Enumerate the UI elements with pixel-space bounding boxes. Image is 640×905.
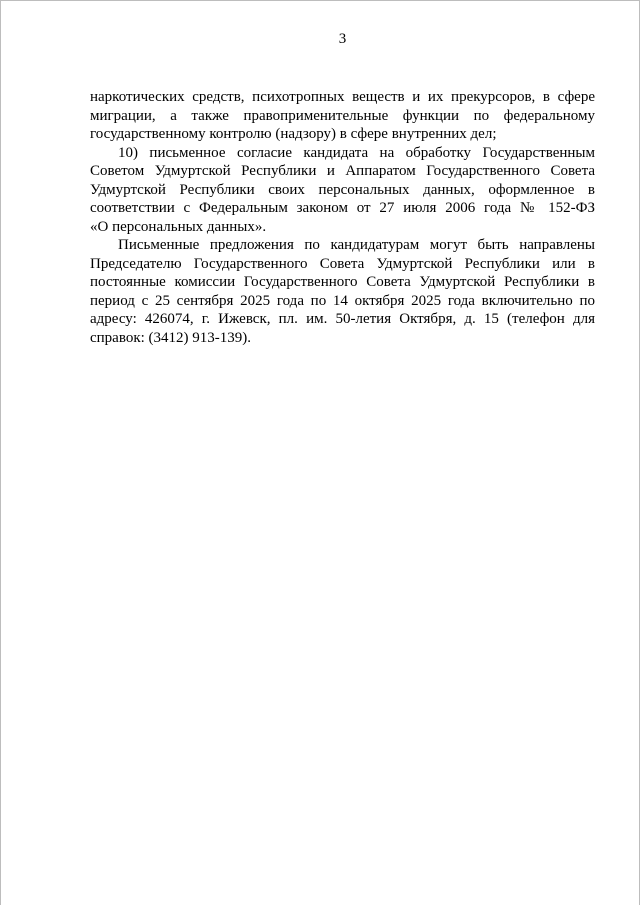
text-line: соответствии с Федеральным законом от 27 июля 2006 года № 152-ФЗ (90, 200, 595, 216)
text-line: адресу: 426074, г. Ижевск, пл. им. 50-летия Октября, д. 15 (телефон для (90, 311, 595, 327)
text-line: Письменные предложения по кандидатурам могут быть направлены (118, 237, 595, 253)
text-line: 10) письменное согласие кандидата на обработку Государственным (118, 144, 595, 161)
text-line: Удмуртской Республики своих персональных данных, оформленное в (90, 181, 595, 198)
text-line: Председателю Государственного Совета Удмуртской Республики или в (90, 255, 595, 272)
paragraph (90, 88, 595, 144)
paragraph (90, 144, 595, 237)
text-line: «О персональных данных». (90, 218, 267, 235)
text-line: постоянные комиссии Государственного Совета Удмуртской Республики в (90, 274, 595, 290)
text-line: наркотических средств, психотропных веществ и их прекурсоров, в сфере (90, 89, 595, 105)
page-number: 3 (338, 31, 347, 47)
text-line: государственному контролю (надзору) в сфере внутренних дел; (90, 126, 497, 142)
text-line: миграции, а также правоприменительные функции по федеральному (90, 107, 595, 124)
text-line: Советом Удмуртской Республики и Аппаратом Государственного Совета (90, 163, 595, 179)
paragraph (90, 236, 595, 347)
text-line: справок: (3412) 913-139). (90, 329, 252, 346)
text-line: период с 25 сентября 2025 года по 14 октября 2025 года включительно по (90, 292, 595, 309)
document-body (90, 88, 595, 347)
